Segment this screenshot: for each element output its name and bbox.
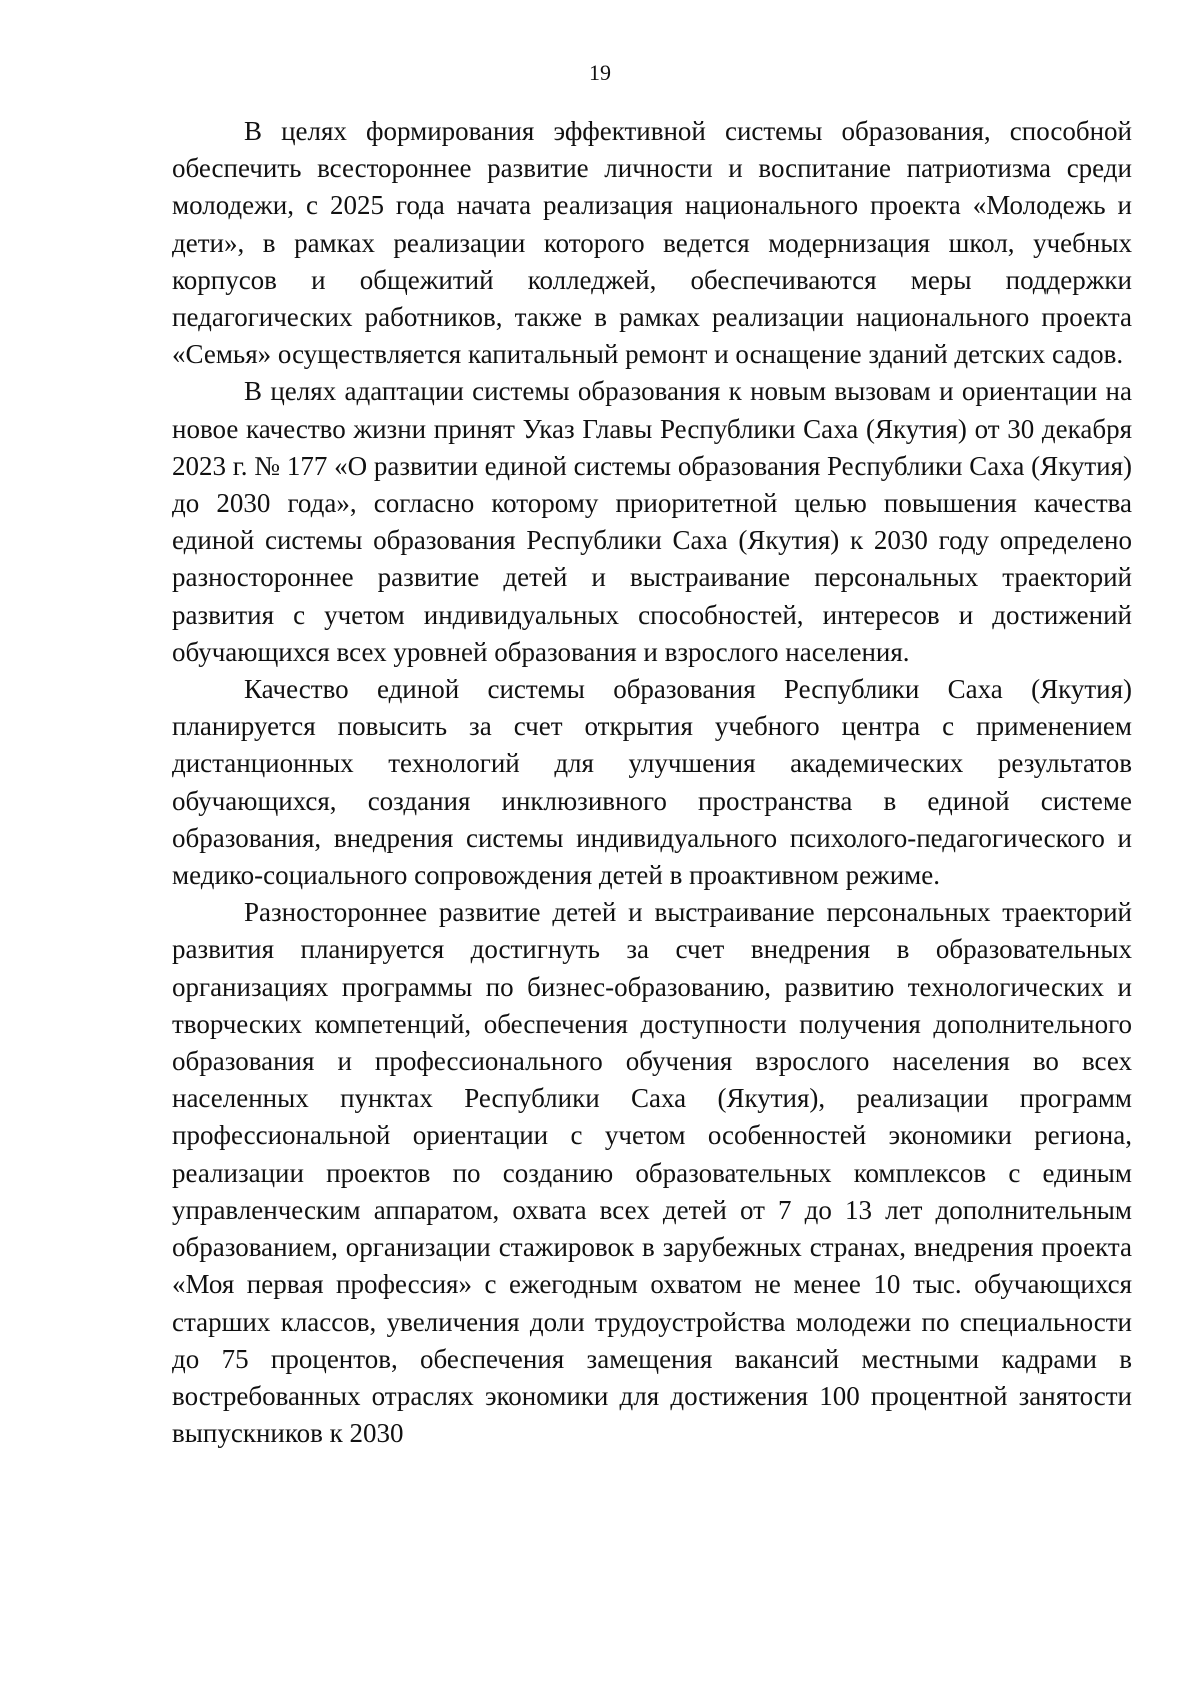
paragraph: В целях адаптации системы образования к новым вызовам и ориентации на новое качество жизни принят Указ Главы Республики Саха (Якутия) от 30 декабря 2023 г. № 177 «О развитии единой системы образования Республики Саха (Якутия) до 2030 года», согласно которому приоритетной целью повышения качества единой системы образования Республики Саха (Якутия) к 2030 году определено разностороннее развитие детей и выстраивание персональных траекторий развития с учетом индивидуальных способностей, интересов и достижений обучающихся всех уровней образования и взрослого населения. [172,376,1132,667]
paragraph: Разностороннее развитие детей и выстраивание персональных траекторий развития планируется достигнуть за счет внедрения в образовательных организациях программы по бизнес-образованию, развитию технологических и творческих компетенций, обеспечения доступности получения дополнительного образования и профессионального обучения взрослого населения во всех населенных пунктах Республики Саха (Якутия), реализации программ профессиональной ориентации с учетом особенностей экономики региона, реализации проектов по созданию образовательных комплексов с единым управленческим аппаратом, охвата всех детей от 7 до 13 лет дополнительным образованием, организации стажировок в зарубежных странах, внедрения проекта «Моя первая профессия» с ежегодным охватом не менее 10 тыс. обучающихся старших классов, увеличения доли трудоустройства молодежи по специальности до 75 процентов, обеспечения замещения вакансий местными кадрами в востребованных отраслях экономики для достижения 100 процентной занятости выпускников к 2030 [172,897,1132,1449]
paragraph: Качество единой системы образования Республики Саха (Якутия) планируется повысить за счет открытия учебного центра с применением дистанционных технологий для улучшения академических результатов обучающихся, создания инклюзивного пространства в единой системе образования, внедрения системы индивидуального психолого-педагогического и медико-социального сопровождения детей в проактивном режиме. [172,674,1132,891]
paragraph: В целях формирования эффективной системы образования, способной обеспечить всестороннее развитие личности и воспитание патриотизма среди молодежи, с 2025 года начата реализация национального проекта «Молодежь и дети», в рамках реализации которого ведется модернизация школ, учебных корпусов и общежитий колледжей, обеспечиваются меры поддержки педагогических работников, также в рамках реализации национального проекта «Семья» осуществляется капитальный ремонт и оснащение зданий детских садов. [172,116,1132,370]
page-number: 19 [589,60,611,85]
document-body [172,113,1132,1452]
